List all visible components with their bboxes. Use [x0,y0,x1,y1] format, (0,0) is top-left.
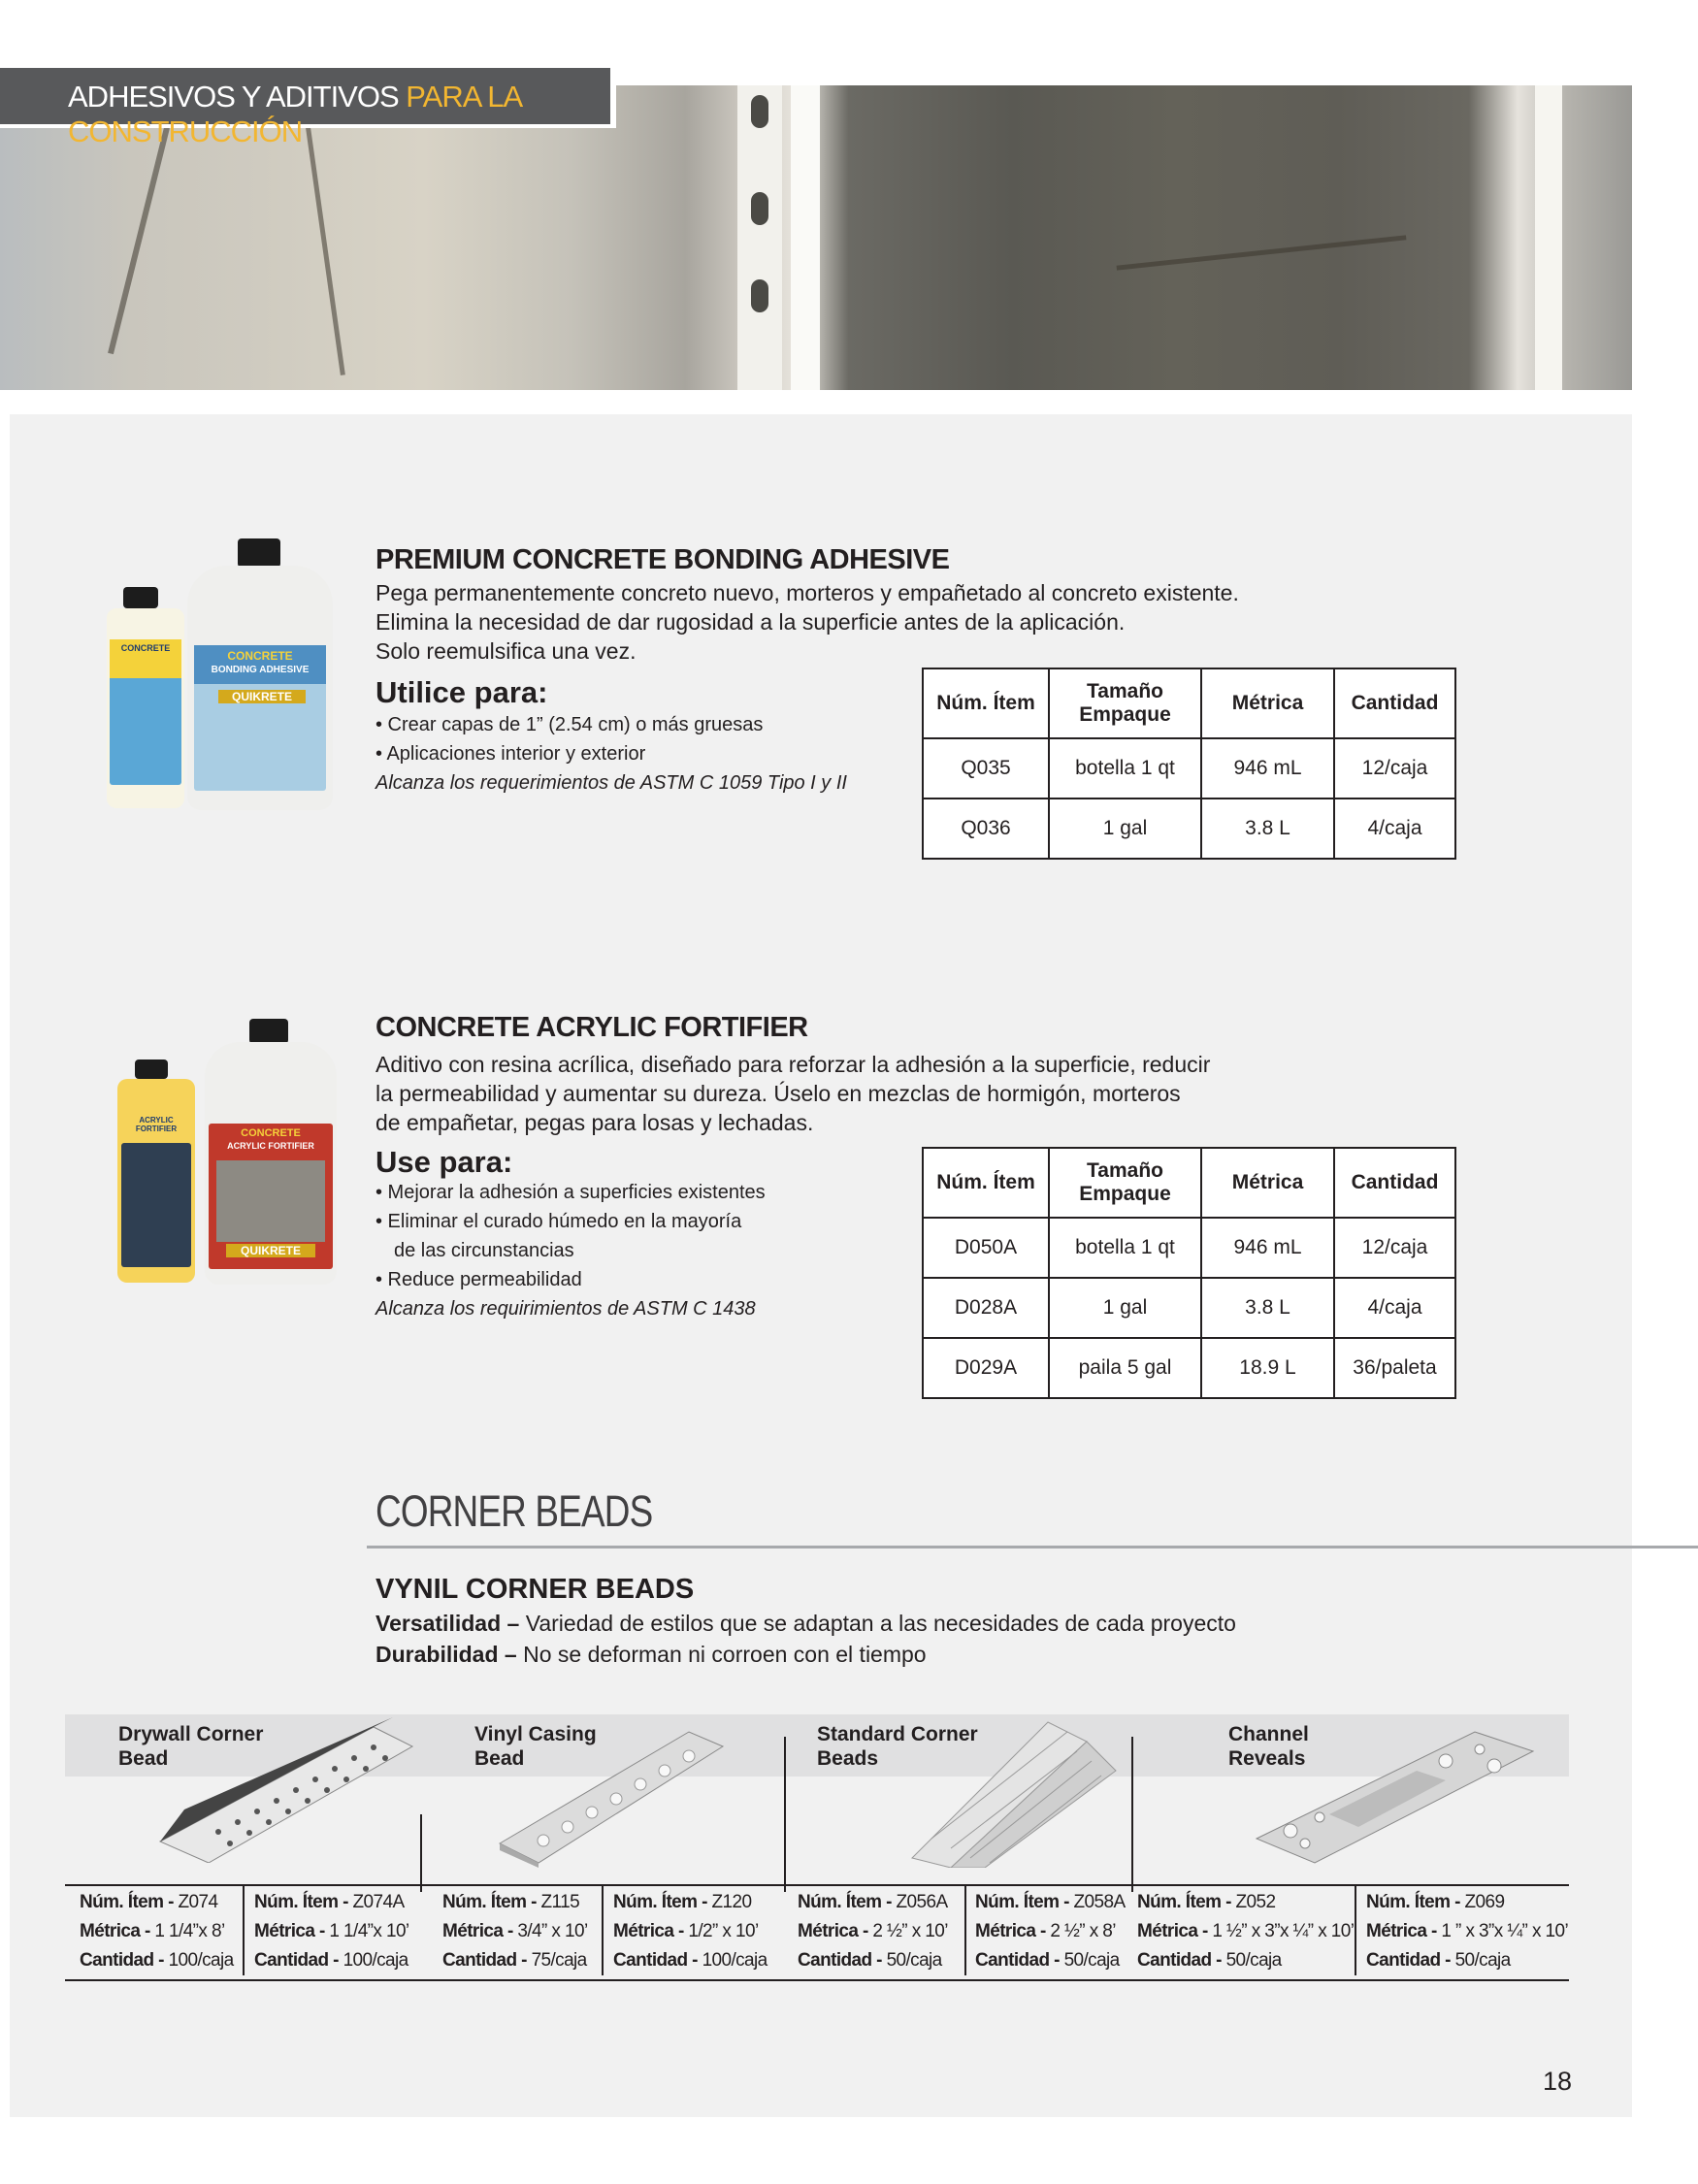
table-row [923,1338,1455,1398]
label-item: Núm. Ítem - [613,1892,707,1912]
label-item: Núm. Ítem - [1137,1892,1231,1912]
value-qty: 100/caja [338,1950,408,1971]
table-row [923,1278,1455,1338]
bottle-label-concrete: CONCRETE [227,649,293,663]
header-title-yellow: PARA LA CONSTRUCCIÓN [68,80,521,148]
bullet-item: • Aplicaciones interior y exterior [376,743,646,765]
col-header-metric: Métrica [1201,668,1334,738]
value-metric: 3/4” x 10’ [512,1921,588,1941]
label-metric: Métrica - [798,1921,868,1941]
value-item: Z074A [347,1892,405,1912]
cell-metric: 3.8 L [1201,799,1334,859]
column-divider [964,1886,966,1975]
col-header-item: Núm. Ítem [923,1148,1049,1218]
cell-item: Q036 [923,799,1049,859]
category-line: Drywall Corner [118,1723,264,1745]
acrylic-fortifier-bottles-image [112,1019,344,1290]
label-qty: Cantidad - [254,1950,339,1971]
label-item: Núm. Ítem - [442,1892,537,1912]
value-metric: 1 ½” x 3”x ¼” x 10’ [1207,1921,1355,1941]
value-item: Z052 [1230,1892,1276,1912]
bottle-label-brand-2: QUIKRETE [226,1244,315,1257]
label-metric: Métrica - [613,1921,684,1941]
value-metric: 1/2” x 10’ [683,1921,759,1941]
bullet-item: • Crear capas de 1” (2.54 cm) o más gruesas [376,714,764,735]
category-line: Vinyl Casing [474,1723,597,1745]
table-row [923,738,1455,799]
vinyl-casing-bead-image [495,1722,728,1868]
cell-size: paila 5 gal [1049,1338,1201,1398]
bottle-label-acrylic-small: ACRYLIC FORTIFIER [135,1116,178,1133]
value-metric: 1 1/4”x 10’ [324,1921,409,1941]
product2-desc-line: la permeabilidad y aumentar su dureza. Úselo en mezclas de hormigón, morteros [376,1081,1181,1106]
page-number: 18 [1543,2067,1573,2096]
category-line: Beads [817,1747,879,1770]
cell-size: 1 gal [1049,1278,1201,1338]
label-metric: Métrica - [254,1921,325,1941]
feature-label: Versatilidad – [376,1611,520,1636]
standard-note: Alcanza los requirimientos de ASTM C 1438 [376,1298,756,1320]
bead-spec-z074a [254,1888,409,1975]
cell-item: D028A [923,1278,1049,1338]
vynil-corner-beads-title: VYNIL CORNER BEADS [376,1574,695,1605]
value-qty: 100/caja [697,1950,767,1971]
label-item: Núm. Ítem - [254,1892,348,1912]
bottle-label-bonding: BONDING ADHESIVE [211,665,310,675]
channel-reveals-image [1252,1722,1543,1877]
section-divider [367,1546,1698,1548]
value-qty: 100/caja [163,1950,234,1971]
value-metric: 2 ½” x 10’ [867,1921,948,1941]
product1-title: PREMIUM CONCRETE BONDING ADHESIVE [376,544,950,575]
spec-bottom-rule [65,1979,1569,1981]
value-item: Z069 [1459,1892,1505,1912]
value-item: Z120 [706,1892,752,1912]
column-divider [1131,1737,1133,1892]
label-qty: Cantidad - [613,1950,698,1971]
category-line: Standard Corner [817,1723,978,1745]
cell-metric: 946 mL [1201,738,1334,799]
col-header-qty: Cantidad [1334,668,1455,738]
section-header [0,68,616,148]
value-qty: 75/caja [526,1950,587,1971]
category-line: Reveals [1228,1747,1306,1770]
product2-desc-line: Aditivo con resina acrílica, diseñado para reforzar la adhesión a la superficie, reducir [376,1052,1211,1077]
column-divider [602,1886,604,1975]
label-metric: Métrica - [442,1921,513,1941]
value-item: Z115 [536,1892,580,1912]
bottle-label-brand: QUIKRETE [218,690,306,703]
label-metric: Métrica - [80,1921,150,1941]
value-item: Z058A [1068,1892,1126,1912]
bead-spec-z056a [798,1888,948,1975]
label-qty: Cantidad - [80,1950,164,1971]
feature-text: No se deforman ni corroen con el tiempo [516,1642,927,1667]
product1-description [376,578,1239,666]
spec-top-rule [65,1884,1569,1886]
label-qty: Cantidad - [442,1950,527,1971]
product2-description [376,1050,1210,1137]
cell-qty: 4/caja [1334,1278,1455,1338]
feature-durability [376,1642,927,1668]
value-item: Z056A [891,1892,948,1912]
cell-qty: 12/caja [1334,738,1455,799]
value-qty: 50/caja [1450,1950,1511,1971]
value-metric: 2 ½” x 8’ [1045,1921,1116,1941]
table-row [923,799,1455,859]
cell-item: Q035 [923,738,1049,799]
cell-size: 1 gal [1049,799,1201,859]
cell-metric: 946 mL [1201,1218,1334,1278]
bead-spec-z058a [975,1888,1126,1975]
cell-qty: 36/paleta [1334,1338,1455,1398]
col-header-size: Tamaño Empaque [1049,668,1201,738]
product1-desc-line: Elimina la necesidad de dar rugosidad a la superficie antes de la aplicación. [376,609,1126,635]
label-metric: Métrica - [1366,1921,1437,1941]
product1-bullets [376,710,847,798]
feature-versatility [376,1611,1236,1637]
product2-spec-table [922,1147,1456,1399]
label-item: Núm. Ítem - [80,1892,174,1912]
product1-desc-line: Pega permanentemente concreto nuevo, morteros y empañetado al concreto existente. [376,580,1239,605]
bullet-item: • Eliminar el curado húmedo en la mayoría [376,1211,742,1232]
bullet-item: • Reduce permeabilidad [376,1269,582,1290]
col-header-size: Tamaño Empaque [1049,1148,1201,1218]
cell-item: D050A [923,1218,1049,1278]
bead-spec-z115 [442,1888,588,1975]
col-header-qty: Cantidad [1334,1148,1455,1218]
bottle-label-concrete-small: CONCRETE [120,643,171,653]
product2-title: CONCRETE ACRYLIC FORTIFIER [376,1012,808,1043]
product1-desc-line: Solo reemulsifica una vez. [376,638,637,664]
label-qty: Cantidad - [798,1950,882,1971]
label-metric: Métrica - [975,1921,1046,1941]
column-divider [243,1886,245,1975]
column-divider [784,1737,786,1892]
bead-spec-z120 [613,1888,767,1975]
bead-spec-z069 [1366,1888,1568,1975]
bullet-item-continued: de las circunstancias [394,1240,574,1261]
label-metric: Métrica - [1137,1921,1208,1941]
cell-qty: 4/caja [1334,799,1455,859]
col-header-metric: Métrica [1201,1148,1334,1218]
product1-use-title: Utilice para: [376,675,548,709]
value-metric: 1 ” x 3”x ¼” x 10’ [1436,1921,1569,1941]
cell-size: botella 1 qt [1049,738,1201,799]
category-line: Bead [474,1747,525,1770]
label-qty: Cantidad - [1366,1950,1451,1971]
label-qty: Cantidad - [975,1950,1060,1971]
label-item: Núm. Ítem - [1366,1892,1460,1912]
bottle-label-concrete-2: CONCRETE [241,1127,301,1139]
header-title-white: ADHESIVOS Y ADITIVOS [68,80,399,114]
value-qty: 50/caja [881,1950,942,1971]
corner-beads-title: CORNER BEADS [376,1486,653,1536]
bullet-item: • Mejorar la adhesión a superficies existentes [376,1182,766,1203]
bonding-adhesive-bottles-image [102,538,335,820]
category-line: Channel [1228,1723,1309,1745]
feature-text: Variedad de estilos que se adaptan a las necesidades de cada proyecto [519,1611,1236,1636]
cell-qty: 12/caja [1334,1218,1455,1278]
bottle-label-acrylic: ACRYLIC FORTIFIER [227,1141,314,1151]
bead-spec-z052 [1137,1888,1354,1975]
table-row [923,1218,1455,1278]
label-item: Núm. Ítem - [975,1892,1069,1912]
standard-note: Alcanza los requerimientos de ASTM C 1059 Tipo I y II [376,772,847,794]
product2-bullets [376,1178,766,1323]
standard-corner-beads-image [893,1703,1126,1868]
feature-label: Durabilidad – [376,1642,517,1667]
cell-item: D029A [923,1338,1049,1398]
category-line: Bead [118,1747,169,1770]
cell-metric: 3.8 L [1201,1278,1334,1338]
cell-size: botella 1 qt [1049,1218,1201,1278]
value-metric: 1 1/4”x 8’ [149,1921,225,1941]
column-divider [1355,1886,1356,1975]
table-header-row [923,668,1455,738]
product2-desc-line: de empañetar, pegas para losas y lechadas. [376,1110,814,1135]
col-header-item: Núm. Ítem [923,668,1049,738]
bead-spec-z074 [80,1888,234,1975]
label-item: Núm. Ítem - [798,1892,892,1912]
table-header-row [923,1148,1455,1218]
column-divider [420,1814,422,1892]
value-item: Z074 [173,1892,218,1912]
cell-metric: 18.9 L [1201,1338,1334,1398]
value-qty: 50/caja [1059,1950,1120,1971]
product1-spec-table [922,668,1456,860]
product2-use-title: Use para: [376,1145,513,1179]
drywall-corner-bead-image [150,1717,422,1863]
value-qty: 50/caja [1221,1950,1282,1971]
label-qty: Cantidad - [1137,1950,1222,1971]
